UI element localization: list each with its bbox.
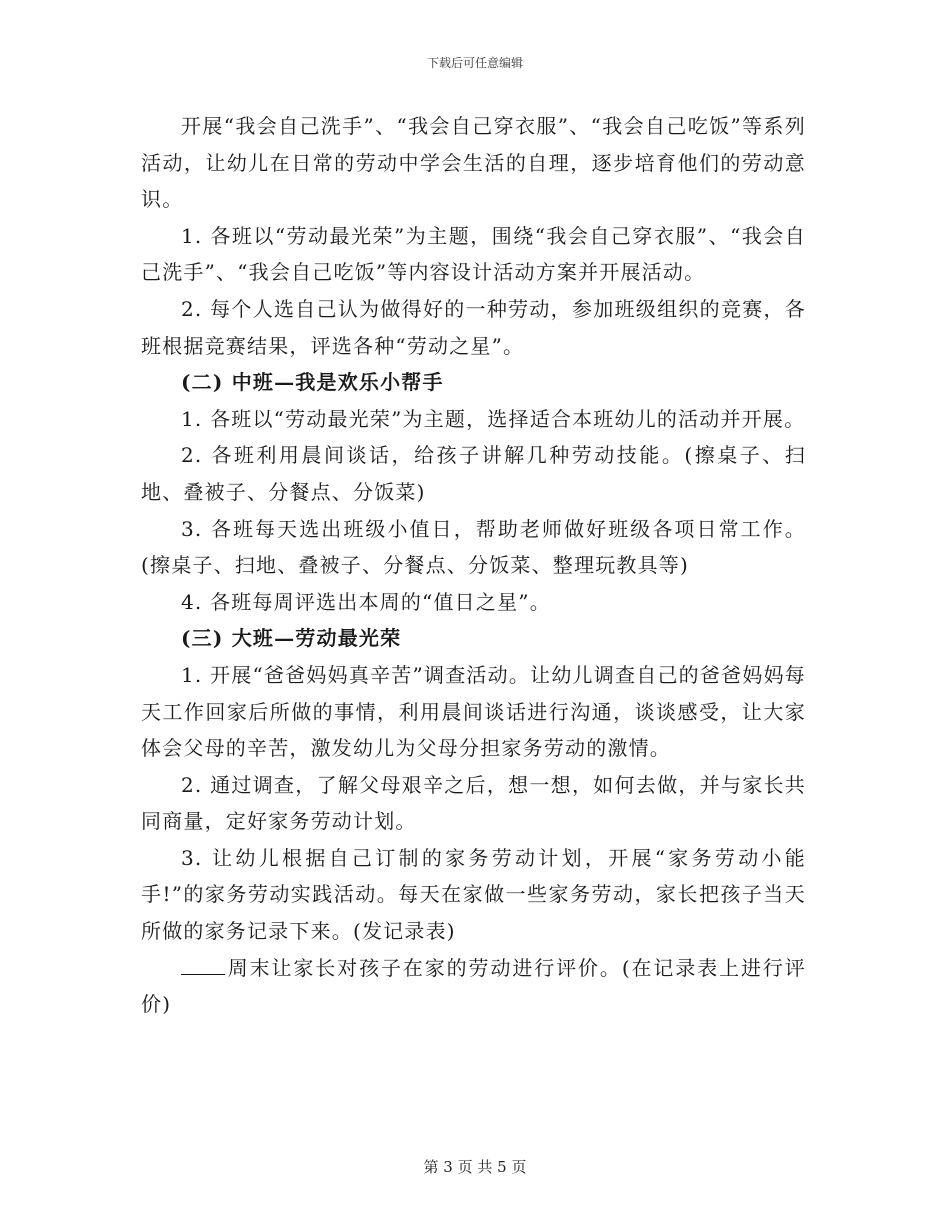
paragraph-item-2: 2. 每个人选自己认为做得好的一种劳动，参加班级组织的竞赛，各班根据竞赛结果，评选各种“劳动之星”。 (141, 296, 806, 358)
fill-in-blank-line (181, 954, 225, 975)
paragraph-middle-1: 1. 各班以“劳动最光荣”为主题，选择适合本班幼儿的活动并开展。 (181, 406, 806, 431)
paragraph-senior-3: 3. 让幼儿根据自己订制的家务劳动计划，开展“家务劳动小能手!”的家务劳动实践活动。每天在家做一些家务劳动，家长把孩子当天所做的家务记录下来。(发记录表) (141, 845, 806, 944)
paragraph-middle-3: 3. 各班每天选出班级小值日，帮助老师做好班级各项日常工作。(擦桌子、扫地、叠被子、分餐点、分饭菜、整理玩教具等) (141, 516, 806, 578)
paragraph-middle-4: 4. 各班每周评选出本周的“值日之星”。 (181, 589, 551, 614)
paragraph-senior-1: 1. 开展“爸爸妈妈真辛苦”调查活动。让幼儿调查自己的爸爸妈妈每天工作回家后所做的事情，利用晨间谈话进行沟通，谈谈感受，让大家体会父母的辛苦，激发幼儿为父母分担家务劳动的激情。 (141, 662, 806, 761)
page-footer: 第 3 页 共 5 页 (423, 1158, 527, 1176)
page-header: 下载后可任意编辑 (426, 56, 523, 70)
paragraph-senior-evaluation (141, 950, 806, 1023)
paragraph-item-1: 1. 各班以“劳动最光荣”为主题，围绕“我会自己穿衣服”、“我会自己洗手”、“我会自己吃饭”等内容设计活动方案并开展活动。 (141, 223, 806, 285)
paragraph-senior-evaluation-text: 周末让家长对孩子在家的劳动进行评价。(在记录表上进行评价) (141, 955, 806, 1017)
document-body (141, 108, 806, 1023)
paragraph-senior-2: 2. 通过调查，了解父母艰辛之后，想一想，如何去做，并与家长共同商量，定好家务劳动计划。 (141, 772, 806, 834)
paragraph-intro: 开展“我会自己洗手”、“我会自己穿衣服”、“我会自己吃饭”等系列活动，让幼儿在日常的劳动中学会生活的自理，逐步培育他们的劳动意识。 (141, 114, 806, 212)
section-heading-senior-class: (三) 大班—劳动最光荣 (181, 626, 402, 651)
paragraph-middle-2: 2. 各班利用晨间谈话，给孩子讲解几种劳动技能。(擦桌子、扫地、叠被子、分餐点、分饭菜) (141, 443, 806, 504)
section-heading-middle-class: (二) 中班—我是欢乐小帮手 (181, 370, 444, 395)
